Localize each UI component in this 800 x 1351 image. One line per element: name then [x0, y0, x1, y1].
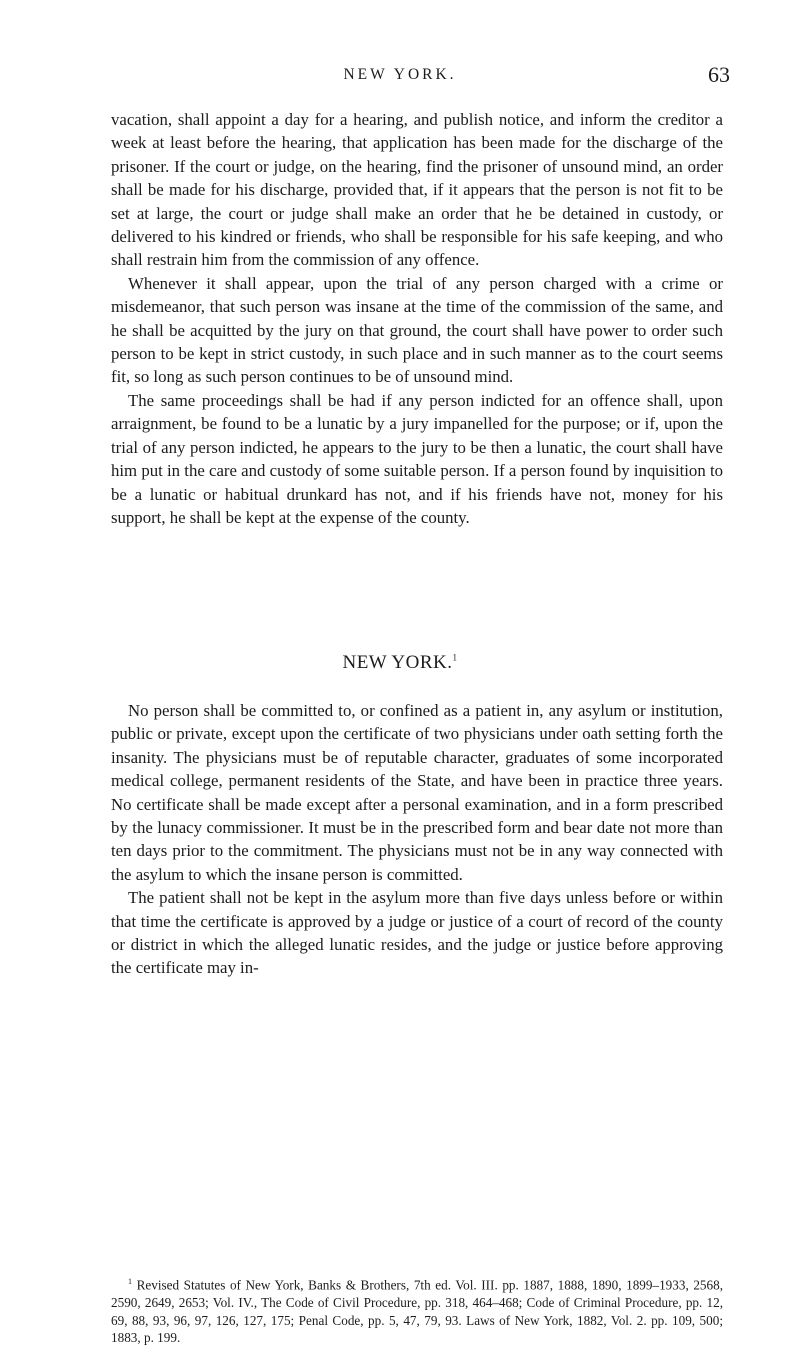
paragraph: The same proceedings shall be had if any person indicted for an offence shall, upon arraignment, be found to be a lunatic by a jury impanelled for the purpose; or if, upon the trial of any person indicted, he appears to the jury to be then a lunatic, the court shall have him put in the care and custody of some suitable person. If a person found by inquisition to be a lunatic or habitual drunkard has not, and if his friends have not, money for his support, he shall be kept at the expense of the county.	[111, 390, 723, 527]
body-text-bottom	[111, 699, 723, 980]
page-number: 63	[708, 62, 730, 87]
body-text-top	[111, 108, 723, 529]
section-heading-text: NEW YORK.	[342, 652, 453, 673]
section-heading	[0, 652, 800, 674]
footnotes	[111, 1273, 723, 1347]
paragraph: vacation, shall appoint a day for a hearing, and publish notice, and inform the creditor a week at least before the hearing, that application has been made for the discharge of the prisoner. If the court or judge, on the hearing, find the prisoner of unsound mind, an order shall be made for his discharge, provided that, if it appears that the person is not fit to be set at large, the court or judge shall make an order that he be detained in custody, or delivered to his kindred or friends, who shall be responsible for his safe keeping, and who shall restrain him from the commission of any offence.	[111, 110, 723, 270]
paragraph: Whenever it shall appear, upon the trial of any person charged with a crime or misdemeanor, that such person was insane at the time of the commission of the same, and he shall be acquitted by the jury on that ground, the court shall have power to order such person to be kept in strict custody, in such place and in such manner as to the court seems fit, so long as such person continues to be of unsound mind.	[111, 273, 723, 387]
running-header	[0, 62, 800, 92]
footnote-text: Revised Statutes of New York, Banks & Brothers, 7th ed. Vol. III. pp. 1887, 1888, 1890, 1899–1933, 2568, 2590, 2649, 2653; Vol. IV., The Code of Civil Procedure, pp. 318, 464–468; Code of Criminal Procedure, pp. 12, 69, 88, 93, 96, 97, 126, 127, 175; Penal Code, pp. 5, 47, 79, 93. Laws of New York, 1882, Vol. 2. pp. 109, 500; 1883, p. 199.	[111, 1277, 723, 1346]
footnote	[111, 1273, 723, 1347]
paragraph: No person shall be committed to, or confined as a patient in, any asylum or institution, public or private, except upon the certificate of two physicians under oath setting forth the insanity. The physicians must be of reputable character, graduates of some incorporated medical college, permanent residents of the State, and have been in practice three years. No certificate shall be made except after a personal examination, and in a form prescribed by the lunacy commissioner. It must be in the prescribed form and bear date not more than ten days prior to the commitment. The physicians must not be in any way connected with the asylum to which the insane person is committed.	[111, 701, 723, 884]
footnote-reference: 1	[452, 652, 458, 663]
footnote-marker: 1	[128, 1277, 132, 1286]
paragraph: The patient shall not be kept in the asylum more than five days unless before or within that time the certificate is approved by a judge or justice of a court of record of the county or district in which the alleged lunatic resides, and the judge or justice before approving the certificate may in-	[111, 888, 723, 978]
running-title: NEW YORK.	[343, 66, 457, 83]
